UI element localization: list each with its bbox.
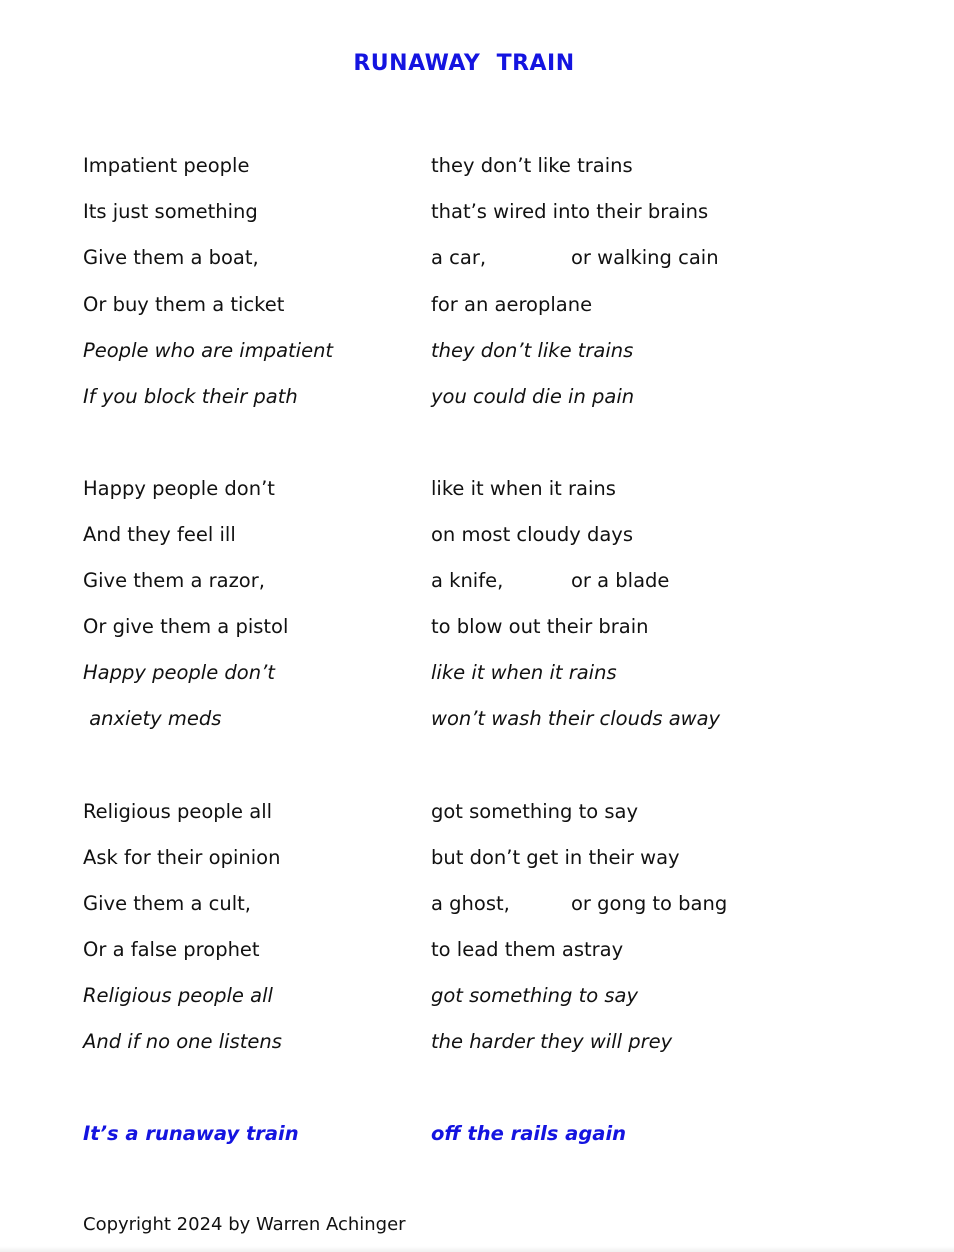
verse-line-right: a knife, [431, 569, 504, 592]
verse-line-right: they don’t like trains [431, 154, 633, 177]
verse-line-left-italic: Happy people don’t [83, 661, 275, 684]
verse-line-left-italic: People who are impatient [83, 339, 334, 362]
poem-title: RUNAWAY TRAIN [353, 51, 575, 76]
verse-line-right: to lead them astray [431, 938, 624, 961]
chorus-line-right: off the rails again [431, 1122, 627, 1145]
verse-line-left: Its just something [83, 200, 258, 223]
verse-line-right: like it when it rains [431, 477, 616, 500]
verse-line-left-italic: anxiety meds [83, 707, 222, 730]
verse-line-right: got something to say [431, 800, 639, 823]
verse-line-left: Give them a cult, [83, 892, 251, 915]
verse-line-left: Give them a razor, [83, 569, 265, 592]
verse-line-right-extra: or a blade [571, 569, 670, 592]
verse-line-left: Impatient people [83, 154, 250, 177]
verse-line-right-italic: got something to say [431, 984, 639, 1007]
verse-line-right-italic: the harder they will prey [431, 1030, 673, 1053]
verse-line-right: that’s wired into their brains [431, 200, 709, 223]
verse-line-left: Happy people don’t [83, 477, 275, 500]
chorus-line-left: It’s a runaway train [83, 1122, 299, 1145]
verse-line-right-extra: or gong to bang [571, 892, 728, 915]
verse-line-left: And they feel ill [83, 523, 236, 546]
verse-line-right-italic: they don’t like trains [431, 339, 634, 362]
verse-line-left-italic: If you block their path [83, 385, 298, 408]
verse-line-right: to blow out their brain [431, 615, 649, 638]
verse-line-left: Or buy them a ticket [83, 293, 285, 316]
verse-line-right: a ghost, [431, 892, 510, 915]
verse-line-left: Or give them a pistol [83, 615, 289, 638]
verse-line-right: for an aeroplane [431, 293, 593, 316]
verse-line-right-italic: like it when it rains [431, 661, 617, 684]
verse-line-right-italic: you could die in pain [431, 385, 635, 408]
verse-line-right: on most cloudy days [431, 523, 633, 546]
verse-line-left: Or a false prophet [83, 938, 260, 961]
verse-line-left-italic: Religious people all [83, 984, 273, 1007]
verse-line-right: but don’t get in their way [431, 846, 680, 869]
verse-line-right-extra: or walking cain [571, 246, 719, 269]
verse-line-right-italic: won’t wash their clouds away [431, 707, 721, 730]
verse-line-left: Ask for their opinion [83, 846, 281, 869]
copyright-notice: Copyright 2024 by Warren Achinger [83, 1214, 406, 1235]
page-edge-shadow [0, 1246, 954, 1252]
verse-line-right: a car, [431, 246, 487, 269]
verse-line-left-italic: And if no one listens [83, 1030, 282, 1053]
verse-line-left: Give them a boat, [83, 246, 259, 269]
verse-line-left: Religious people all [83, 800, 273, 823]
